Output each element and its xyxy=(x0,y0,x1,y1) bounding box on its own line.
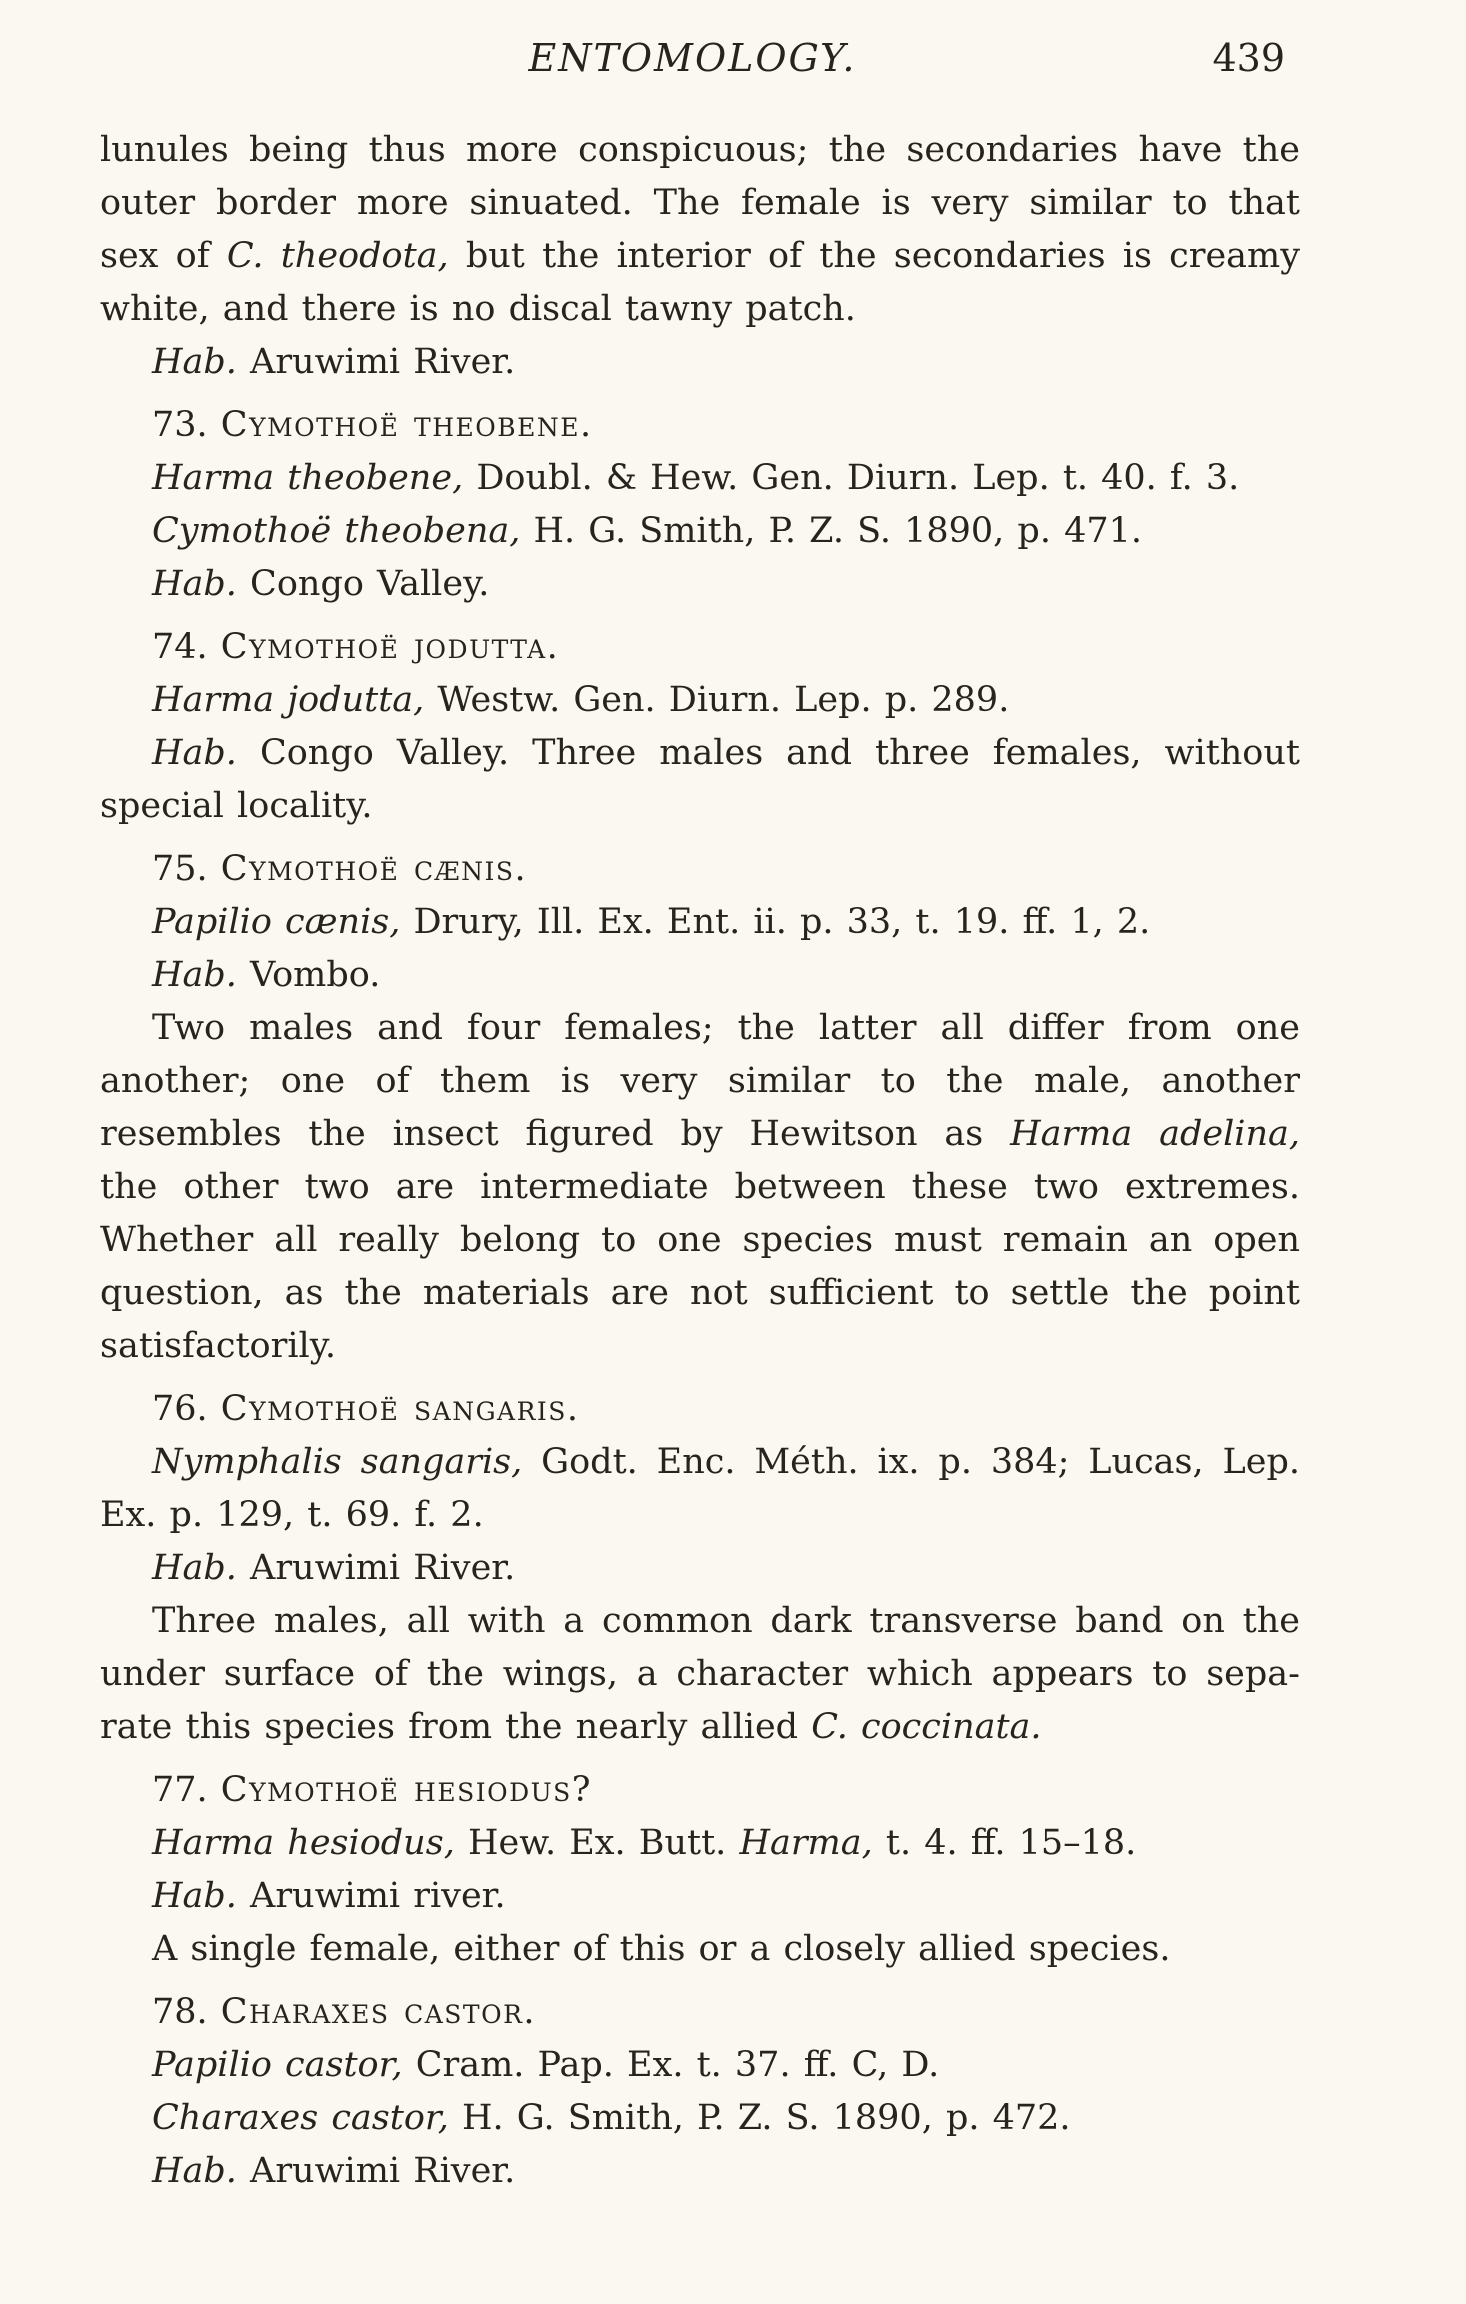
text-line: under surface of the wings, a character which appears to sepa- xyxy=(100,1654,1300,1694)
habitat-line: Hab. Aruwimi river. xyxy=(152,1876,506,1916)
text-line: Two males and four females; the latter all differ from one xyxy=(152,1008,1300,1048)
text-line: satisfactorily. xyxy=(100,1326,336,1366)
habitat-line: Hab. Aruwimi River. xyxy=(152,1548,516,1588)
running-title: ENTOMOLOGY. xyxy=(528,36,857,80)
species-heading-76: 76. Cymothoë sangaris. xyxy=(152,1389,580,1429)
synonym-line: Papilio castor, Cram. Pap. Ex. t. 37. ff. C, D. xyxy=(152,2045,940,2085)
habitat-line: Hab. Aruwimi River. xyxy=(152,342,516,382)
synonym-line: Papilio cænis, Drury, Ill. Ex. Ent. ii. p. 33, t. 19. ff. 1, 2. xyxy=(152,902,1151,942)
text-line: white, and there is no discal tawny patch. xyxy=(100,289,856,329)
synonym-line: Nymphalis sangaris, Godt. Enc. Méth. ix. p. 384; Lucas, Lep. xyxy=(152,1442,1300,1482)
synonym-line: Harma theobene, Doubl. & Hew. Gen. Diurn. Lep. t. 40. f. 3. xyxy=(152,458,1240,498)
synonym-line: Cymothoë theobena, H. G. Smith, P. Z. S. 1890, p. 471. xyxy=(152,511,1143,551)
species-heading-75: 75. Cymothoë cænis. xyxy=(152,849,528,889)
species-heading-78: 78. Charaxes castor. xyxy=(152,1992,537,2032)
habitat-line: Hab. Congo Valley. Three males and three females, without xyxy=(152,733,1300,773)
text-line: sex of C. theodota, but the interior of the secondaries is creamy xyxy=(100,236,1300,276)
text-line: Ex. p. 129, t. 69. f. 2. xyxy=(100,1495,484,1535)
text-line: A single female, either of this or a closely allied species. xyxy=(152,1929,1171,1969)
page-number: 439 xyxy=(1212,36,1285,80)
synonym-line: Harma jodutta, Westw. Gen. Diurn. Lep. p. 289. xyxy=(152,680,1010,720)
synonym-line: Charaxes castor, H. G. Smith, P. Z. S. 1890, p. 472. xyxy=(152,2098,1071,2138)
text-line: another; one of them is very similar to the male, another xyxy=(100,1061,1300,1101)
text-line: question, as the materials are not sufficient to settle the point xyxy=(100,1273,1300,1313)
text-line: Whether all really belong to one species must remain an open xyxy=(100,1220,1300,1260)
text-line: resembles the insect figured by Hewitson as Harma adelina, xyxy=(100,1114,1300,1154)
species-name: Harma adelina, xyxy=(1010,1114,1300,1154)
habitat-line: Hab. Congo Valley. xyxy=(152,564,490,604)
habitat-line: Hab. Aruwimi River. xyxy=(152,2151,516,2191)
text-body xyxy=(100,124,1300,2198)
species-heading-74: 74. Cymothoë jodutta. xyxy=(152,627,560,667)
species-heading-77: 77. Cymothoë hesiodus? xyxy=(152,1770,593,1810)
text-line: Three males, all with a common dark transverse band on the xyxy=(152,1601,1300,1641)
habitat-line: Hab. Vombo. xyxy=(152,955,381,995)
text-line: the other two are intermediate between these two extremes. xyxy=(100,1167,1300,1207)
running-head xyxy=(100,30,1285,86)
species-heading-73: 73. Cymothoë theobene. xyxy=(152,405,593,445)
species-name: C. coccinata. xyxy=(811,1707,1042,1747)
synonym-line: Harma hesiodus, Hew. Ex. Butt. Harma, t. 4. ff. 15–18. xyxy=(152,1823,1137,1863)
text-line: special locality. xyxy=(100,786,373,826)
text-line: lunules being thus more conspicuous; the secondaries have the xyxy=(100,130,1300,170)
text-line: outer border more sinuated. The female is very similar to that xyxy=(100,183,1300,223)
species-name: C. theodota, xyxy=(226,236,449,276)
text-line: rate this species from the nearly allied C. coccinata. xyxy=(100,1707,1042,1747)
